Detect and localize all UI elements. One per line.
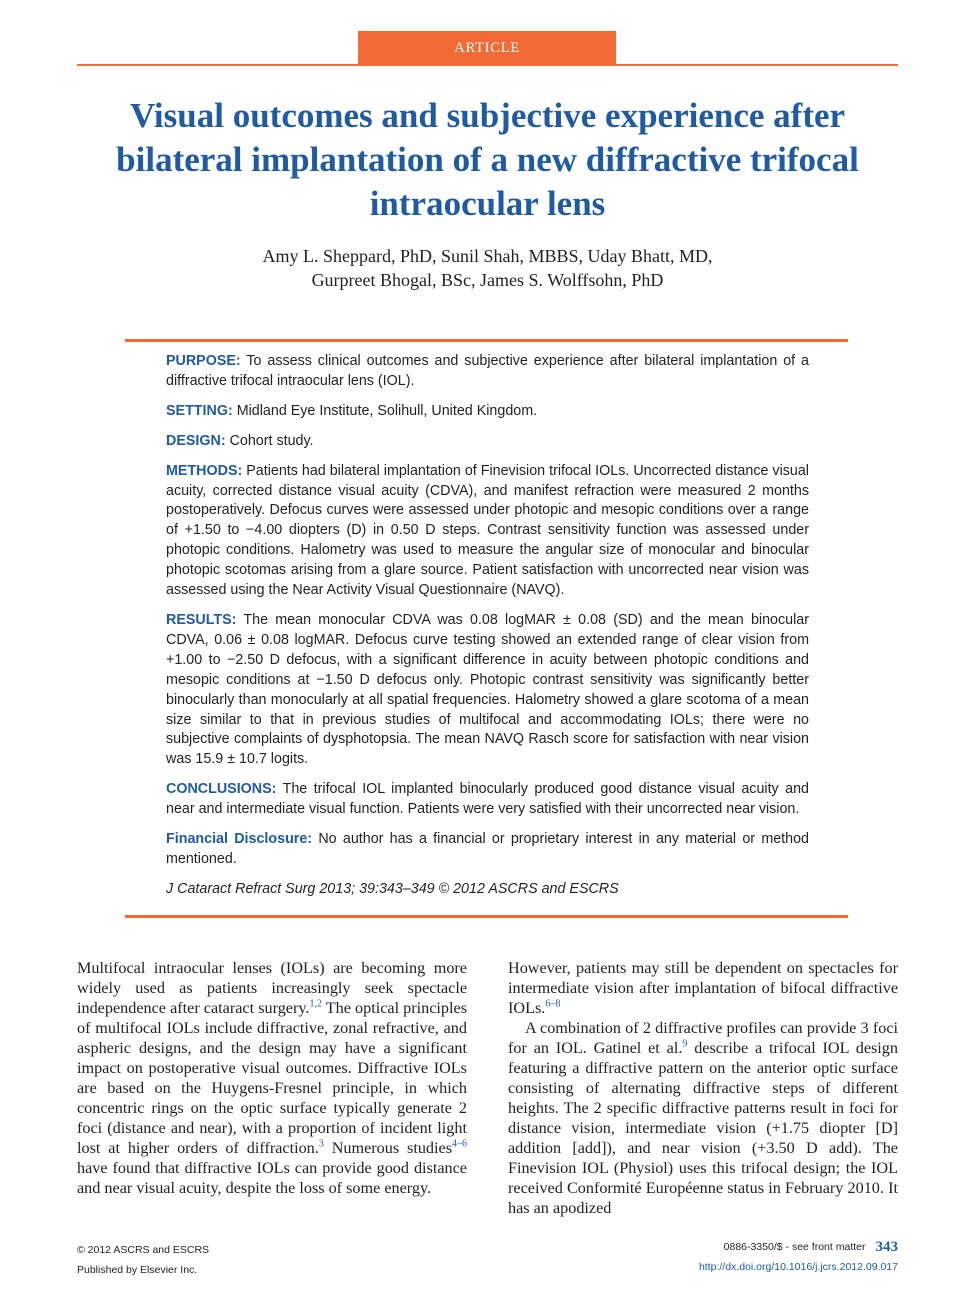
abstract-results [166,611,809,770]
abstract-methods [166,462,809,601]
reference-link[interactable]: 9 [682,1038,688,1050]
conclusions-heading: CONCLUSIONS: [166,781,277,798]
reference-link[interactable]: 6–8 [545,998,561,1010]
setting-text: Midland Eye Institute, Solihull, United Kingdom. [236,402,538,419]
footer-right [699,1240,898,1274]
purpose-heading: PURPOSE: [166,353,241,369]
body-text: The optical principles of multifocal IOLs include diffractive, zonal refractive, and aspheric designs, and the design may have a significant impact on postoperative visual outcomes. Diffractive IOLs are based on the Huygens-Fresnel principle, in which concentric rings on the optic surface typically generate 2 foci (distance and near), with a proportion of incident light lost at higher orders of diffraction. [77,999,467,1157]
body-paragraph [508,958,898,1018]
body-text: Numerous studies [323,1139,452,1157]
abstract-top-divider [125,339,848,342]
reference-link[interactable]: 1,2 [309,998,322,1010]
abstract-conclusions [166,780,809,820]
setting-heading: SETTING: [166,402,233,419]
authors-line-1: Amy L. Sheppard, PhD, Sunil Shah, MBBS, Uday Bhatt, MD, [262,246,713,266]
article-type-tag: ARTICLE [358,31,616,66]
abstract-disclosure [166,830,809,870]
abstract [166,352,809,910]
header-divider [77,64,898,66]
article-title: Visual outcomes and subjective experience after bilateral implantation of a new diffractive trifocal intraocular lens [116,96,859,223]
body-text: However, patients may still be dependent on spectacles for intermediate vision after implantation of bifocal diffractive IOLs. [508,959,898,1017]
body-text: describe a trifocal IOL design featuring a diffractive pattern on the anterior optic surface consisting of alternating diffractive steps of different heights. The 2 specific diffractive patterns result in foci for distance vision, intermediate vision (+1.75 diopter [D] addition [add]), and near vision (+3.50 D add). The Finevision IOL (Physiol) uses this trifocal design; the IOL received Conformité Européenne status in February 2010. It has an apodized [508,1039,898,1217]
results-text: The mean monocular CDVA was 0.08 logMAR ± 0.08 (SD) and the mean binocular CDVA, 0.06 ± 0.08 logMAR. Defocus curve testing showed an extended range of clear vision from +1.00 to −2.50 D defocus, with a significant difference in acuity between photopic conditions and mesopic conditions at −1.50 D defocus only. Photopic contrast sensitivity was significantly better binocularly than monocularly at all spatial frequencies. Halometry showed a glare scotoma of a mean size similar to that in previous studies of multifocal and accommodating IOLs; there were no subjective complaints of dysphotopsia. The mean NAVQ Rasch score for satisfaction with near vision was 15.9 ± 10.7 logits. [166,611,809,768]
body-text: A combination of 2 diffractive profiles can provide 3 foci for an IOL. Gatinel et al. [508,1019,898,1057]
body-paragraph [77,958,467,1198]
purpose-text: To assess clinical outcomes and subjective experience after bilateral implantation of a diffractive trifocal intraocular lens (IOL). [166,353,810,389]
abstract-bottom-divider [125,915,848,918]
methods-heading: METHODS: [166,462,243,479]
disclosure-text: No author has a financial or proprietary interest in any material or method mentioned. [166,831,810,867]
reference-link[interactable]: 3 [318,1138,324,1150]
design-heading: DESIGN: [166,432,226,449]
footer-left [77,1243,209,1277]
abstract-design [166,432,809,452]
authors-line-2: Gurpreet Bhogal, BSc, James S. Wolffsohn, PhD [311,270,664,290]
conclusions-text: The trifocal IOL implanted binocularly produced good distance visual acuity and near and intermediate visual function. Patients were very satisfied with their uncorrected near vision. [166,781,809,818]
journal-citation: J Cataract Refract Surg 2013; 39:343–349 © 2012 ASCRS and ESCRS [166,880,619,897]
page-number: 343 [875,1239,898,1256]
methods-text: Patients had bilateral implantation of Finevision trifocal IOLs. Uncorrected distance visual acuity, corrected distance visual acuity (CDVA), and manifest refraction were measured 2 months postoperatively. Defocus curves were assessed under photopic and mesopic conditions over a range of +1.50 to −4.00 diopters (D) in 0.50 D steps. Contrast sensitivity function was assessed under photopic conditions. Halometry was used to measure the angular size of monocular and binocular photopic scotomas arising from a glare source. Patient satisfaction with uncorrected near vision was assessed using the Near Activity Visual Questionnaire (NAVQ). [166,462,809,599]
body-text: Multifocal intraocular lenses (IOLs) are becoming more widely used as patients increasingly seek spectacle independence after cataract surgery. [77,959,467,1017]
body-column-left [77,958,467,1198]
results-heading: RESULTS: [166,611,237,628]
abstract-purpose [166,352,809,392]
issn-notice: 0886-3350/$ - see front matter [723,1241,866,1254]
body-text: have found that diffractive IOLs can provide good distance and near visual acuity, despite the loss of some energy. [77,1159,467,1197]
copyright-notice: © 2012 ASCRS and ESCRS [77,1244,210,1256]
author-list [77,244,898,292]
publisher-notice: Published by Elsevier Inc. [77,1264,198,1276]
reference-link[interactable]: 4–6 [452,1138,467,1150]
body-paragraph [508,1018,898,1218]
disclosure-heading: Financial Disclosure: [166,831,313,848]
body-column-right [508,958,898,1218]
design-text: Cohort study. [229,432,314,449]
doi-link[interactable]: http://dx.doi.org/10.1016/j.jcrs.2012.09.017 [698,1261,898,1274]
abstract-setting [166,402,809,422]
